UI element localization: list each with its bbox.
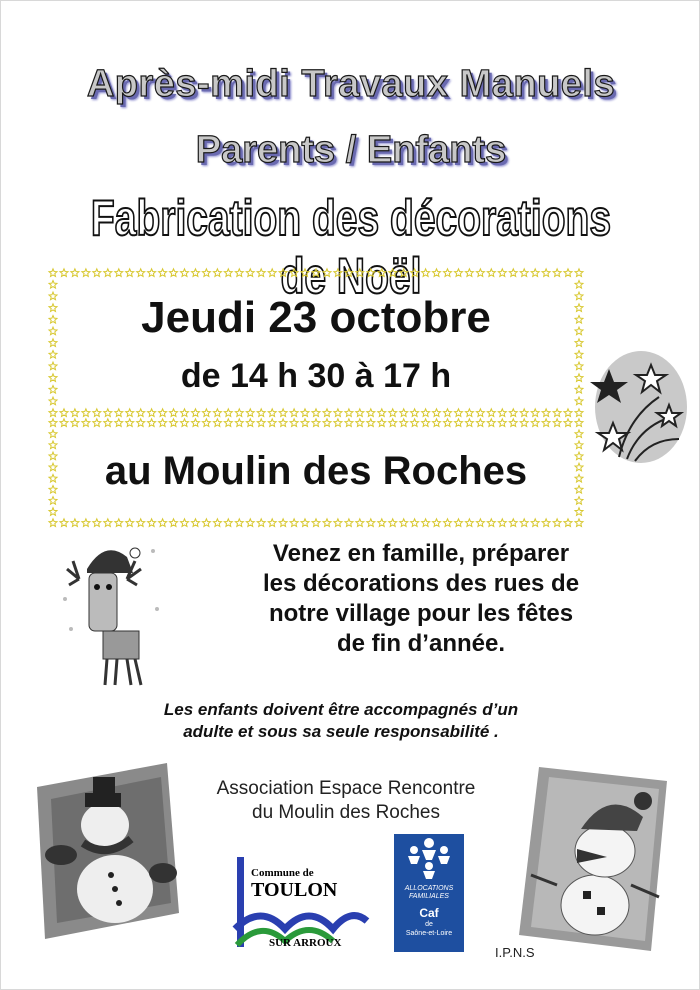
border-star xyxy=(520,409,528,417)
toulon-sub: SUR ARROUX xyxy=(269,937,342,949)
border-star xyxy=(82,269,90,277)
border-star xyxy=(257,409,265,417)
association-line-2: du Moulin des Roches xyxy=(252,802,440,823)
border-star xyxy=(553,409,561,417)
border-star xyxy=(235,419,243,427)
border-star xyxy=(575,281,583,289)
border-star xyxy=(465,409,473,417)
border-star xyxy=(422,519,430,527)
border-star xyxy=(476,519,484,527)
border-star xyxy=(312,409,320,417)
border-star xyxy=(301,419,309,427)
snowman-photo-left xyxy=(31,763,181,939)
border-star xyxy=(356,269,364,277)
border-star xyxy=(422,269,430,277)
border-star xyxy=(279,269,287,277)
border-star xyxy=(334,269,342,277)
border-star xyxy=(71,409,79,417)
border-star xyxy=(476,269,484,277)
border-star xyxy=(49,441,57,449)
border-star xyxy=(159,519,167,527)
border-star xyxy=(148,409,156,417)
border-star xyxy=(213,519,221,527)
event-date: Jeudi 23 octobre xyxy=(141,293,491,342)
border-star xyxy=(159,269,167,277)
border-star xyxy=(192,269,200,277)
border-star xyxy=(115,269,123,277)
border-star xyxy=(476,409,484,417)
border-star xyxy=(82,409,90,417)
border-star xyxy=(213,269,221,277)
border-star xyxy=(49,519,57,527)
border-star xyxy=(279,519,287,527)
border-star xyxy=(356,419,364,427)
border-star xyxy=(192,519,200,527)
border-star xyxy=(323,409,331,417)
border-star xyxy=(181,419,189,427)
border-star xyxy=(202,519,210,527)
border-star xyxy=(312,269,320,277)
border-star xyxy=(224,409,232,417)
border-star xyxy=(93,419,101,427)
border-star xyxy=(257,519,265,527)
border-star xyxy=(213,409,221,417)
border-star xyxy=(137,269,145,277)
border-star xyxy=(455,419,463,427)
border-star xyxy=(334,419,342,427)
border-star xyxy=(104,419,112,427)
border-star xyxy=(235,519,243,527)
border-star xyxy=(498,269,506,277)
border-star xyxy=(170,409,178,417)
border-star xyxy=(345,269,353,277)
border-star xyxy=(411,519,419,527)
event-place: au Moulin des Roches xyxy=(104,449,528,493)
border-star xyxy=(181,519,189,527)
border-star xyxy=(509,519,517,527)
fireworks-stars-icon xyxy=(589,347,689,467)
invitation-text xyxy=(201,539,641,659)
note-line-2: adulte et sous sa seule responsabilité . xyxy=(183,722,499,741)
ipns-label: I.P.N.S xyxy=(495,945,535,960)
border-star xyxy=(301,519,309,527)
border-star xyxy=(444,409,452,417)
border-star xyxy=(564,519,572,527)
caf-line-2: FAMILIALES xyxy=(409,893,449,900)
border-star xyxy=(575,508,583,516)
border-star xyxy=(192,419,200,427)
border-star xyxy=(49,419,57,427)
border-star xyxy=(82,419,90,427)
border-star xyxy=(159,409,167,417)
border-star xyxy=(246,519,254,527)
border-star xyxy=(268,269,276,277)
border-star xyxy=(71,269,79,277)
border-star xyxy=(268,519,276,527)
border-star xyxy=(104,269,112,277)
border-star xyxy=(93,269,101,277)
border-star xyxy=(213,419,221,427)
caf-logo xyxy=(394,834,464,952)
border-star xyxy=(564,419,572,427)
border-star xyxy=(257,419,265,427)
border-star xyxy=(71,519,79,527)
border-star xyxy=(455,409,463,417)
border-star xyxy=(181,409,189,417)
border-star xyxy=(334,409,342,417)
border-star xyxy=(323,269,331,277)
caf-line-4: de xyxy=(425,921,433,928)
border-star xyxy=(60,419,68,427)
border-star xyxy=(542,419,550,427)
border-star xyxy=(323,519,331,527)
caf-family-icon xyxy=(394,834,464,880)
border-star xyxy=(345,519,353,527)
border-star xyxy=(224,519,232,527)
border-star xyxy=(575,441,583,449)
title-line-1: Après-midi Travaux Manuels xyxy=(86,63,616,105)
star-border-top-box xyxy=(47,267,585,419)
border-star xyxy=(246,269,254,277)
border-star xyxy=(49,508,57,516)
border-star xyxy=(389,419,397,427)
toulon-logo xyxy=(221,857,371,953)
border-star xyxy=(126,409,134,417)
border-star xyxy=(575,269,583,277)
invitation-line: notre village pour les fêtes xyxy=(268,600,574,627)
border-star xyxy=(389,269,397,277)
border-star xyxy=(49,430,57,438)
border-star xyxy=(137,409,145,417)
border-star xyxy=(476,419,484,427)
border-star xyxy=(148,419,156,427)
border-star xyxy=(126,269,134,277)
border-star xyxy=(367,419,375,427)
border-star xyxy=(378,409,386,417)
border-star xyxy=(498,419,506,427)
border-star xyxy=(137,519,145,527)
border-star xyxy=(290,519,298,527)
border-star xyxy=(411,409,419,417)
caf-brand: Caf xyxy=(419,906,439,920)
border-star xyxy=(170,419,178,427)
border-star xyxy=(487,419,495,427)
border-star xyxy=(345,409,353,417)
border-star xyxy=(531,419,539,427)
border-star xyxy=(444,519,452,527)
border-star xyxy=(455,519,463,527)
border-star xyxy=(400,519,408,527)
border-star xyxy=(553,519,561,527)
border-star xyxy=(433,269,441,277)
title-line-2: Parents / Enfants xyxy=(195,129,507,171)
border-star xyxy=(279,409,287,417)
border-star xyxy=(115,419,123,427)
snowman-photo-right xyxy=(519,767,669,951)
border-star xyxy=(312,519,320,527)
border-star xyxy=(498,409,506,417)
border-star xyxy=(49,497,57,505)
border-star xyxy=(520,269,528,277)
border-star xyxy=(235,409,243,417)
date-box xyxy=(47,267,585,419)
border-star xyxy=(389,409,397,417)
border-star xyxy=(49,281,57,289)
invitation-line: Venez en famille, préparer xyxy=(272,540,570,567)
border-star xyxy=(301,269,309,277)
border-star xyxy=(181,269,189,277)
border-star xyxy=(202,419,210,427)
border-star xyxy=(433,419,441,427)
border-star xyxy=(235,269,243,277)
border-star xyxy=(465,419,473,427)
border-star xyxy=(104,519,112,527)
border-star xyxy=(334,519,342,527)
caf-line-5: Saône-et-Loire xyxy=(405,930,453,937)
border-star xyxy=(564,269,572,277)
caf-line-1: ALLOCATIONS xyxy=(404,885,454,892)
border-star xyxy=(378,419,386,427)
border-star xyxy=(82,519,90,527)
border-star xyxy=(422,409,430,417)
border-star xyxy=(279,419,287,427)
border-star xyxy=(520,519,528,527)
border-star xyxy=(290,269,298,277)
border-star xyxy=(531,519,539,527)
border-star xyxy=(170,519,178,527)
border-star xyxy=(290,409,298,417)
border-star xyxy=(115,409,123,417)
border-star xyxy=(433,409,441,417)
border-star xyxy=(564,409,572,417)
note-line-1: Les enfants doivent être accompagnés d’un xyxy=(163,700,519,719)
border-star xyxy=(312,419,320,427)
border-star xyxy=(465,269,473,277)
border-star xyxy=(531,409,539,417)
border-star xyxy=(93,519,101,527)
border-star xyxy=(575,419,583,427)
border-star xyxy=(301,409,309,417)
border-star xyxy=(400,269,408,277)
border-star xyxy=(542,269,550,277)
border-star xyxy=(509,419,517,427)
toulon-commune-label: Commune de xyxy=(251,867,314,879)
border-star xyxy=(487,409,495,417)
border-star xyxy=(542,519,550,527)
border-star xyxy=(465,519,473,527)
border-star xyxy=(246,409,254,417)
border-star xyxy=(422,419,430,427)
border-star xyxy=(378,269,386,277)
border-star xyxy=(411,269,419,277)
border-star xyxy=(345,419,353,427)
border-star xyxy=(224,269,232,277)
border-star xyxy=(148,269,156,277)
border-star xyxy=(170,269,178,277)
border-star xyxy=(93,409,101,417)
border-star xyxy=(575,409,583,417)
border-star xyxy=(455,269,463,277)
border-star xyxy=(367,409,375,417)
border-star xyxy=(71,419,79,427)
border-star xyxy=(356,519,364,527)
border-star xyxy=(126,519,134,527)
border-star xyxy=(542,409,550,417)
border-star xyxy=(389,519,397,527)
border-star xyxy=(553,269,561,277)
border-star xyxy=(531,269,539,277)
reindeer-icon xyxy=(57,539,167,689)
supervision-note xyxy=(111,699,571,743)
border-star xyxy=(323,419,331,427)
border-star xyxy=(202,409,210,417)
event-time: de 14 h 30 à 17 h xyxy=(180,357,452,395)
border-star xyxy=(509,269,517,277)
association-name xyxy=(181,777,511,825)
border-star xyxy=(115,519,123,527)
border-star xyxy=(378,519,386,527)
border-star xyxy=(356,409,364,417)
place-box xyxy=(47,417,585,529)
border-star xyxy=(444,419,452,427)
border-star xyxy=(60,409,68,417)
border-star xyxy=(202,269,210,277)
border-star xyxy=(192,409,200,417)
toulon-name: TOULON xyxy=(251,879,338,901)
border-star xyxy=(575,430,583,438)
border-star xyxy=(433,519,441,527)
border-star xyxy=(49,397,57,405)
border-star xyxy=(575,397,583,405)
border-star xyxy=(246,419,254,427)
border-star xyxy=(520,419,528,427)
border-star xyxy=(487,269,495,277)
invitation-line: les décorations des rues de xyxy=(262,570,580,597)
border-star xyxy=(49,409,57,417)
invitation-line: de fin d’année. xyxy=(336,630,506,657)
border-star xyxy=(104,409,112,417)
border-star xyxy=(509,409,517,417)
border-star xyxy=(126,419,134,427)
border-star xyxy=(487,519,495,527)
border-star xyxy=(159,419,167,427)
border-star xyxy=(49,269,57,277)
border-star xyxy=(367,519,375,527)
border-star xyxy=(553,419,561,427)
border-star xyxy=(498,519,506,527)
title-line-3: Fabrication des décorations de Noël xyxy=(90,190,612,304)
border-star xyxy=(400,419,408,427)
border-star xyxy=(400,409,408,417)
border-star xyxy=(575,497,583,505)
border-star xyxy=(224,419,232,427)
border-star xyxy=(444,269,452,277)
border-star xyxy=(148,519,156,527)
border-star xyxy=(60,269,68,277)
border-star xyxy=(411,419,419,427)
border-star xyxy=(60,519,68,527)
association-line-1: Association Espace Rencontre xyxy=(216,778,476,799)
border-star xyxy=(367,269,375,277)
border-star xyxy=(257,269,265,277)
border-star xyxy=(575,519,583,527)
border-star xyxy=(137,419,145,427)
border-star xyxy=(268,409,276,417)
border-star xyxy=(268,419,276,427)
border-star xyxy=(290,419,298,427)
